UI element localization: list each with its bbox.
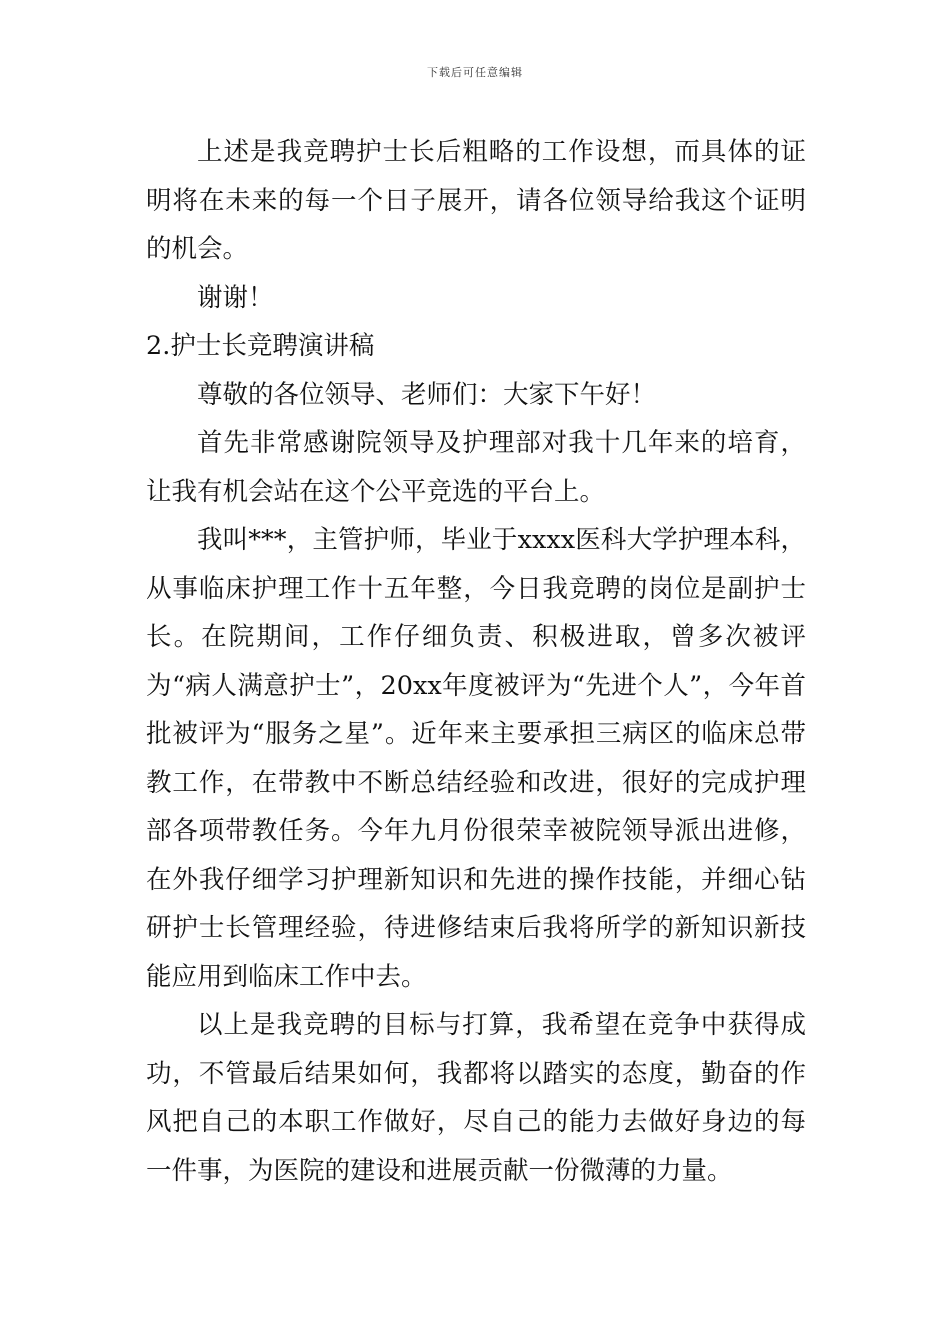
paragraph-introduction: 我叫***，主管护师，毕业于xxxx医科大学护理本科，从事临床护理工作十五年整，今日我竞聘的岗位是副护士长。在院期间，工作仔细负责、积极进取，曾多次被评为“病人满意护士”，20xx年度被评为“先进个人”，今年首批被评为“服务之星”。近年来主要承担三病区的临床总带教工作，在带教中不断总结经验和改进，很好的完成护理部各项带教任务。今年九月份很荣幸被院领导派出进修，在外我仔细学习护理新知识和先进的操作技能，并细心钻研护士长管理经验，待进修结束后我将所学的新知识新技能应用到临床工作中去。 xyxy=(146,525,806,992)
document-body xyxy=(146,128,806,1195)
page-header: 下载后可任意编辑 xyxy=(427,66,523,79)
paragraph-closing-remarks: 上述是我竞聘护士长后粗略的工作设想，而具体的证明将在未来的每一个日子展开，请各位领导给我这个证明的机会。 xyxy=(146,137,806,264)
paragraph-salutation: 尊敬的各位领导、老师们：大家下午好！ xyxy=(197,379,657,410)
paragraph-thanks: 谢谢！ xyxy=(197,282,274,313)
section-heading: 2.护士长竞聘演讲稿 xyxy=(146,331,375,361)
paragraph-conclusion: 以上是我竞聘的目标与打算，我希望在竞争中获得成功，不管最后结果如何，我都将以踏实的态度，勤奋的作风把自己的本职工作做好，尽自己的能力去做好身边的每一件事，为医院的建设和进展贡献一份微薄的力量。 xyxy=(146,1010,806,1186)
paragraph-gratitude: 首先非常感谢院领导及护理部对我十几年来的培育，让我有机会站在这个公平竞选的平台上。 xyxy=(146,428,806,507)
